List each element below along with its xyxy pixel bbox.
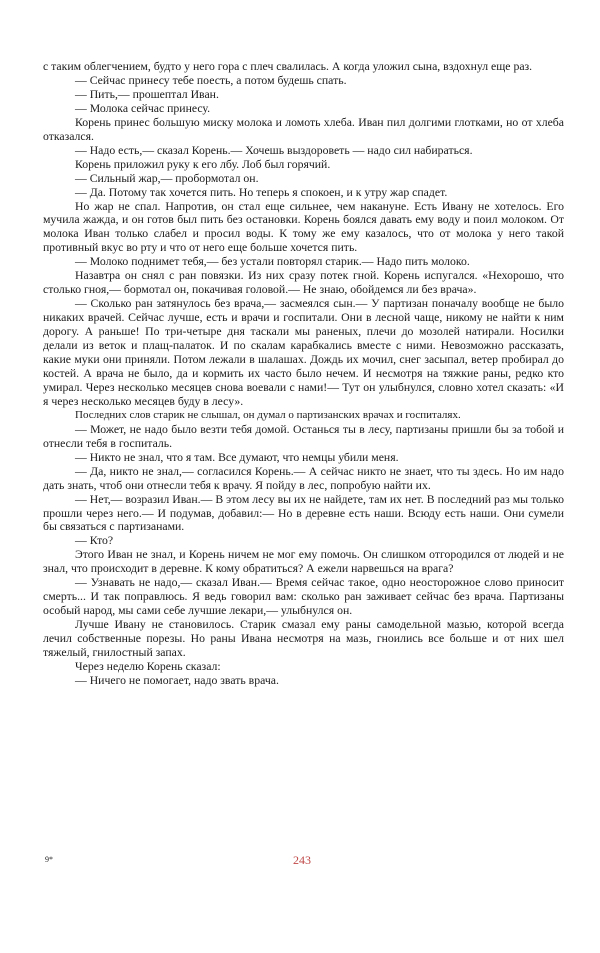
paragraph: — Кто? — [75, 534, 114, 548]
paragraph: Корень приложил руку к его лбу. Лоб был горячий. — [75, 157, 331, 171]
paragraph: Этого Иван не знал, и Корень ничем не мог ему помочь. Он слишком отгородился от людей и не знал, что происходит в деревне. К кому обратиться? А ежели нарвешься на врага? — [43, 548, 564, 576]
printer-signature-mark: 9* — [45, 855, 53, 864]
page-number: 243 — [293, 853, 311, 867]
paragraph: Через неделю Корень сказал: — [75, 659, 221, 673]
paragraph: — Может, не надо было везти тебя домой. Останься ты в лесу, партизаны пришли бы за тобой и отнесли тебя в госпиталь. — [43, 422, 564, 450]
paragraph: — Пить,— прошептал Иван. — [75, 87, 219, 101]
paragraph: — Ничего не помогает, надо звать врача. — [75, 673, 279, 687]
paragraph: — Никто не знал, что я там. Все думают, что немцы убили меня. — [75, 450, 399, 464]
page-body — [43, 60, 564, 688]
paragraph: Назавтра он снял с ран повязки. Из них сразу потек гной. Корень испугался. «Нехорошо, что столько гноя,— бормотал он, покачивая головой.— Не знаю, обойдемся ли без врача». — [43, 269, 564, 297]
paragraph: — Да. Потому так хочется пить. Но теперь я спокоен, и к утру жар спадет. — [75, 185, 448, 199]
paragraph: Последних слов старик не слышал, он думал о партизанских врачах и госпиталях. — [75, 408, 461, 421]
paragraph: Лучше Ивану не становилось. Старик смазал ему раны самодельной мазью, которой всегда лечил собственные порезы. Но раны Ивана несмотря на мазь, гноились все больше и от них шел тяжелый, гнилостный запах. — [43, 618, 564, 660]
paragraph: с таким облегчением, будто у него гора с плеч свалилась. А когда уложил сына, вздохнул еще раз. — [43, 60, 533, 73]
paragraph: Но жар не спал. Напротив, он стал еще сильнее, чем накануне. Есть Ивану не хотелось. Его мучила жажда, и он готов был пить без остановки. Корень боялся давать ему воду и поил молоком. От молока Иван только слабел и просил воды. К тому же ему казалось, что от молока у него такой противный вкус во рту и что от него еще больше хочется пить. — [43, 199, 564, 255]
paragraph: — Молоко поднимет тебя,— без устали повторял старик.— Надо пить молоко. — [75, 255, 470, 269]
paragraph: — Нет,— возразил Иван.— В этом лесу вы их не найдете, там их нет. В последний раз мы только прошли через него.— И подумав, добавил:— Но в деревне есть наши. Всюду есть наши. Они сумели бы связаться с партизанами. — [43, 492, 564, 534]
paragraph: — Молока сейчас принесу. — [75, 101, 211, 115]
paragraph: — Сейчас принесу тебе поесть, а потом будешь спать. — [75, 73, 347, 87]
paragraph: Корень принес большую миску молока и ломоть хлеба. Иван пил долгими глотками, но от хлеба отказался. — [43, 115, 564, 143]
paragraph: — Сильный жар,— пробормотал он. — [75, 171, 259, 185]
paragraph: — Узнавать не надо,— сказал Иван.— Время сейчас такое, одно неосторожное слово приносит смерть... И так поправлюсь. Я ведь говорил вам: сколько ран заживает сейчас без врача. Партизаны особый народ, мы сами себе лучшие лекари,— улыбнулся он. — [43, 576, 564, 618]
paragraph: — Надо есть,— сказал Корень.— Хочешь выздороветь — надо сил набираться. — [75, 143, 473, 157]
paragraph: — Да, никто не знал,— согласился Корень.— А сейчас никто не знает, что ты здесь. Но им надо дать знать, чтоб они отнесли тебя к врачу. Я пойду в лес, попробую найти их. — [43, 464, 564, 492]
paragraph: — Сколько ран затянулось без врача,— засмеялся сын.— У партизан поначалу вообще не было никаких врачей. Сейчас лучше, есть и врачи и госпитали. Они в лесной чаще, никому не найти к ним дорогу. А раньше! По три-четыре дня таскали мы раненых, плечи до мозолей натирали. Носилки делали из веток и плащ-палаток. И по скалам карабкались вместе с ними. Невозможно рассказать, какие муки они приняли. Потом лежали в шалашах. Дождь их мочил, снег засыпал, ветер пробирал до костей. А врача не было, да и кормить их часто было нечем. И несмотря на тяжкие раны, редко кто умирал. Через несколько месяцев снова воевали с нами!— Тут он улыбнулся, словно хотел сказать: «И я через несколько месяцев буду в лесу». — [43, 297, 564, 408]
